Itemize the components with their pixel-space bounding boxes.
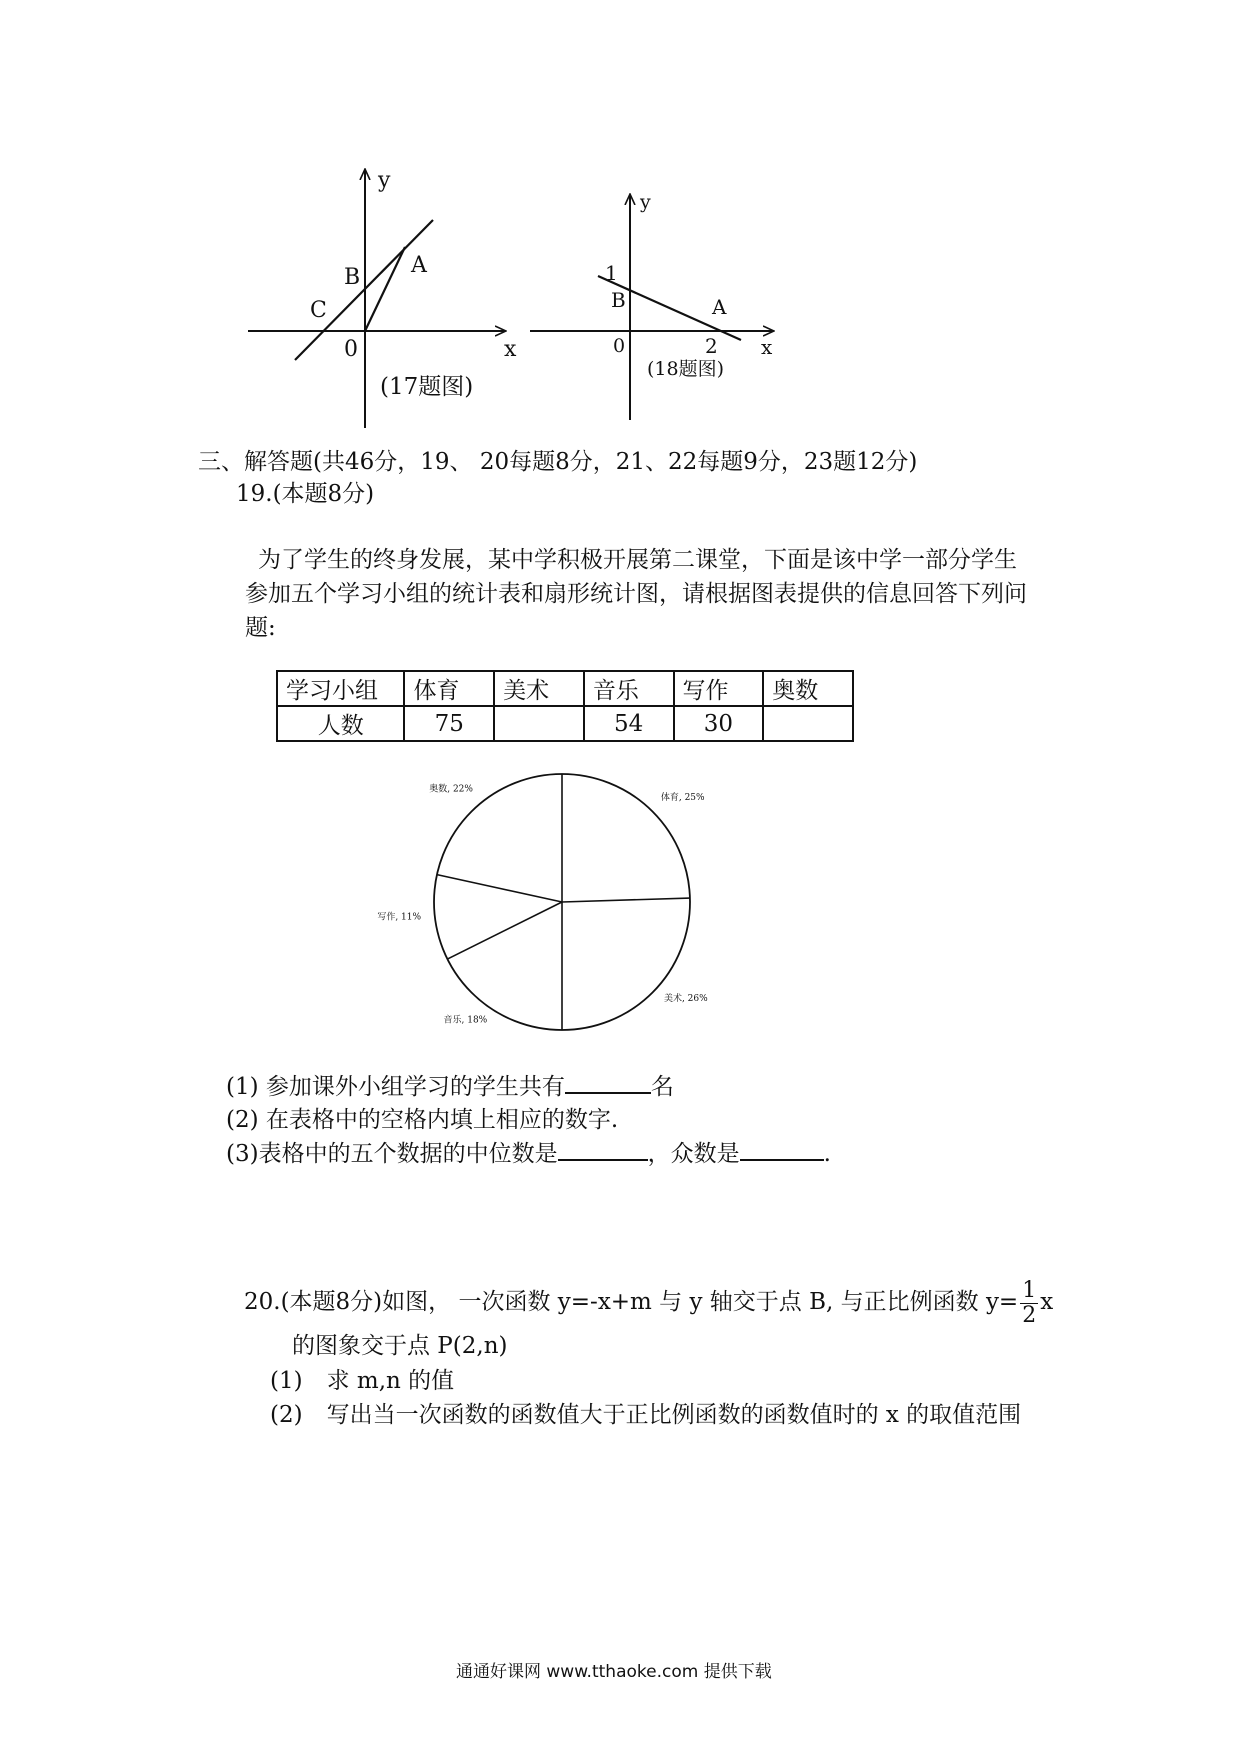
q19-intro-line-3: 题: (245, 615, 276, 641)
pie-chart (340, 752, 740, 1062)
fig18-caption: (18题图) (647, 358, 725, 380)
fig18-label-x: x (761, 335, 773, 359)
table-row-label: 人数 (277, 706, 404, 741)
q19-intro-line-1: 为了学生的终身发展，某中学积极开展第二课堂，下面是该中学一部分学生 (258, 547, 1017, 573)
pie-slice-label: 奥数, 22% (429, 784, 473, 795)
q19-sub-3-suffix: . (823, 1141, 831, 1167)
q19-sub-1 (226, 1070, 674, 1103)
figure-17 (240, 160, 530, 430)
table-header-row (277, 671, 853, 706)
table-row (277, 706, 853, 741)
fig17-label-o: 0 (344, 337, 358, 362)
q20-sub-1 (270, 1365, 454, 1397)
q19-sub-3 (226, 1137, 831, 1170)
fig18-label-y: y (640, 191, 651, 213)
fraction-denominator: 2 (1022, 1302, 1037, 1328)
q20-sub-1-num: (1) (270, 1368, 303, 1394)
fig18-label-a: A (712, 295, 727, 319)
pie-slice-boundary (562, 898, 690, 902)
q19-intro-line-2: 参加五个学习小组的统计表和扇形统计图，请根据图表提供的信息回答下列问 (245, 581, 1027, 607)
table-header-cell: 美术 (494, 671, 584, 706)
fraction-one-half (1020, 1279, 1038, 1328)
answer-blank-total[interactable] (565, 1070, 651, 1094)
q20-line-1-prefix: 20.(本题8分)如图， 一次函数 y=-x+m 与 y 轴交于点 B, 与正比例函数 y= (244, 1289, 1019, 1315)
table-cell-art-blank[interactable] (494, 706, 584, 741)
fraction-numerator: 1 (1022, 1277, 1037, 1303)
section-3-heading: 三、解答题(共46分，19、 20每题8分，21、22每题9分，23题12分) (198, 449, 918, 475)
q20-line-2: 的图象交于点 P(2,n) (292, 1333, 508, 1359)
q19-sub-3-prefix: (3)表格中的五个数据的中位数是 (226, 1141, 558, 1167)
pie-slice-label: 写作, 11% (377, 912, 422, 923)
fig18-label-o: 0 (613, 335, 626, 357)
q19-sub-2: (2) 在表格中的空格内填上相应的数字. (226, 1107, 619, 1133)
fig17-label-c: C (310, 298, 327, 323)
q19-sub-1-prefix: (1) 参加课外小组学习的学生共有 (226, 1074, 565, 1100)
pie-slice-label: 美术, 26% (663, 993, 708, 1004)
table-header-cell: 奥数 (763, 671, 853, 706)
answer-blank-mode[interactable] (740, 1137, 824, 1161)
fig17-line-oa (365, 247, 405, 331)
fig17-label-a: A (411, 253, 427, 278)
table-cell-music: 54 (584, 706, 674, 741)
q20-line-1 (244, 1272, 1053, 1332)
figure-18 (525, 190, 785, 420)
fig17-caption: (17题图) (380, 374, 474, 400)
pie-slice-boundary (437, 875, 562, 902)
q19-stats-table (276, 670, 854, 742)
q19-sub-1-suffix: 名 (650, 1074, 674, 1100)
q19-title: 19.(本题8分) (236, 481, 375, 507)
q20-sub-2-text: 写出当一次函数的函数值大于正比例函数的函数值时的 x 的取值范围 (326, 1402, 1022, 1428)
fig17-label-x: x (504, 337, 517, 362)
q20-sub-2 (270, 1399, 1021, 1431)
fig18-label-2: 2 (705, 334, 718, 358)
q19-sub-3-mid: ，众数是 (647, 1141, 740, 1167)
table-cell-sports: 75 (404, 706, 494, 741)
q20-sub-1-text: 求 m,n 的值 (326, 1368, 455, 1394)
page-footer: 通通好课网 www.tthaoke.com 提供下载 (456, 1662, 772, 1682)
table-header-cell: 学习小组 (277, 671, 404, 706)
fig17-label-y: y (378, 168, 391, 193)
fig18-label-1: 1 (605, 261, 618, 285)
pie-slice-label: 音乐, 18% (443, 1015, 488, 1026)
pie-slice-label: 体育, 25% (660, 793, 705, 804)
table-header-cell: 写作 (674, 671, 764, 706)
answer-blank-median[interactable] (558, 1137, 648, 1161)
pie-slice-boundary (447, 902, 562, 959)
table-header-cell: 音乐 (584, 671, 674, 706)
q20-line-1-suffix: x (1040, 1289, 1054, 1315)
table-cell-olympiad-blank[interactable] (763, 706, 853, 741)
table-header-cell: 体育 (404, 671, 494, 706)
q20-sub-2-num: (2) (270, 1402, 303, 1428)
fig18-label-b: B (611, 288, 626, 312)
table-cell-writing: 30 (674, 706, 764, 741)
fig17-label-b: B (344, 265, 361, 290)
